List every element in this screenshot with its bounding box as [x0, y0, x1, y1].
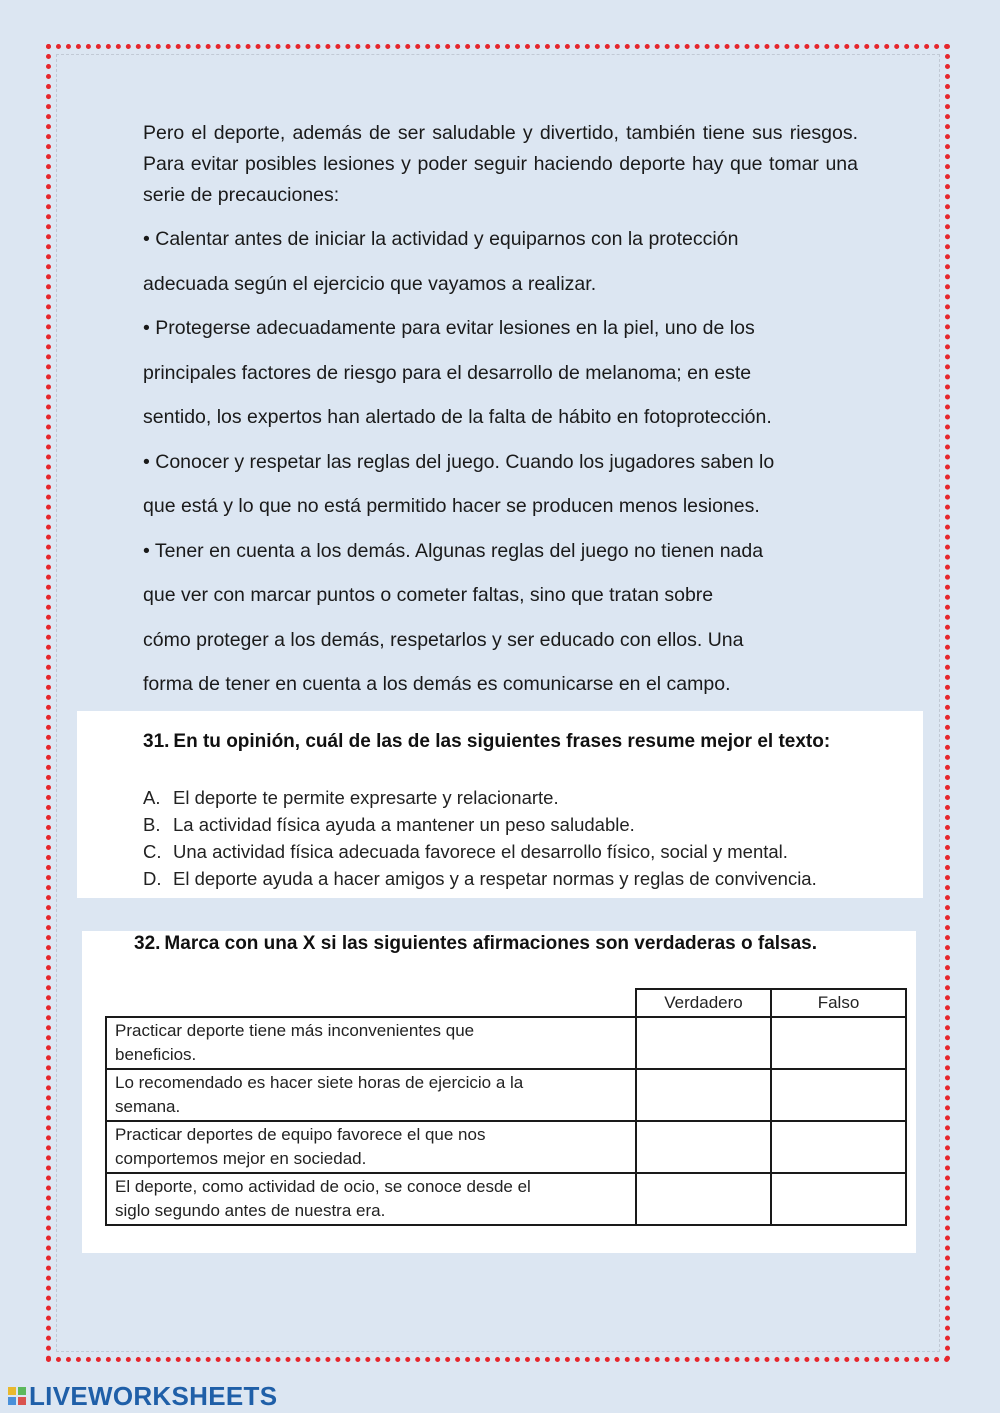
bullet-line: • Conocer y respetar las reglas del juego. Cuando los jugadores saben lo — [143, 450, 775, 473]
option-text: Una actividad física adecuada favorece el desarrollo físico, social y mental. — [173, 841, 788, 862]
header-true: Verdadero — [636, 989, 771, 1017]
question-32-panel — [82, 931, 916, 1253]
question-prompt: En tu opinión, cuál de las de las siguientes frases resume mejor el texto: — [173, 731, 831, 752]
table-row — [106, 1069, 906, 1121]
bullet-line: • Protegerse adecuadamente para evitar lesiones en la piel, uno de los — [143, 317, 755, 339]
statement-line: siglo segundo antes de nuestra era. — [115, 1201, 386, 1220]
option-d[interactable] — [143, 865, 817, 892]
answer-options — [143, 784, 817, 892]
question-prompt: Marca con una X si las siguientes afirmaciones son verdaderas o falsas. — [164, 933, 818, 954]
bullet-line: principales factores de riesgo para el desarrollo de melanoma; en este — [143, 361, 752, 384]
option-text: El deporte ayuda a hacer amigos y a respetar normas y reglas de convivencia. — [173, 868, 817, 889]
bullet-line: • Calentar antes de iniciar la actividad y equiparnos con la protección — [143, 228, 739, 250]
statement-cell — [106, 1173, 636, 1225]
bullet-line: que ver con marcar puntos o cometer faltas, sino que tratan sobre — [143, 584, 714, 606]
false-answer-box[interactable] — [771, 1121, 906, 1173]
option-c[interactable] — [143, 838, 817, 865]
option-letter: C. — [143, 841, 162, 862]
true-answer-box[interactable] — [636, 1017, 771, 1069]
table-row — [106, 1121, 906, 1173]
option-b[interactable] — [143, 811, 817, 838]
table-header-row — [106, 989, 906, 1017]
false-answer-box[interactable] — [771, 1069, 906, 1121]
header-false: Falso — [771, 989, 906, 1017]
statement-cell — [106, 1121, 636, 1173]
reading-text — [143, 118, 858, 707]
false-answer-box[interactable] — [771, 1173, 906, 1225]
logo-text: LIVEWORKSHEETS — [29, 1380, 278, 1411]
bullet-line: • Tener en cuenta a los demás. Algunas reglas del juego no tienen nada — [143, 539, 764, 562]
option-letter: D. — [143, 868, 162, 889]
logo-icon — [8, 1387, 26, 1405]
statement-line: Practicar deportes de equipo favorece el que nos — [115, 1125, 486, 1144]
bullet-skin-protection — [143, 306, 858, 440]
option-letter: B. — [143, 814, 161, 835]
question-32-title — [134, 933, 817, 955]
statement-line: comportemos mejor en sociedad. — [115, 1149, 367, 1168]
bullet-line: que está y lo que no está permitido hacer se producen menos lesiones. — [143, 495, 760, 517]
statement-line: El deporte, como actividad de ocio, se conoce desde el — [115, 1177, 531, 1196]
statement-line: Lo recomendado es hacer siete horas de ejercicio a la — [115, 1073, 524, 1092]
bullet-line: adecuada según el ejercicio que vayamos a realizar. — [143, 272, 597, 295]
bullet-line: forma de tener en cuenta a los demás es comunicarse en el campo. — [143, 673, 731, 695]
true-answer-box[interactable] — [636, 1121, 771, 1173]
question-number: 31. — [143, 731, 170, 752]
option-text: La actividad física ayuda a mantener un peso saludable. — [173, 814, 635, 835]
option-letter: A. — [143, 787, 161, 808]
true-answer-box[interactable] — [636, 1173, 771, 1225]
bullet-warm-up — [143, 217, 858, 306]
question-31-title — [143, 731, 830, 753]
statement-line: beneficios. — [115, 1045, 197, 1064]
statement-cell — [106, 1069, 636, 1121]
reading-intro: Pero el deporte, además de ser saludable y divertido, también tiene sus riesgos. Para evitar posibles lesiones y poder seguir haciendo deporte hay que tomar una serie de precauciones: — [143, 122, 858, 206]
bullet-others — [143, 529, 858, 707]
option-a[interactable] — [143, 784, 817, 811]
question-number: 32. — [134, 933, 161, 954]
question-31-panel — [77, 711, 923, 898]
bullet-line: sentido, los expertos han alertado de la falta de hábito en fotoprotección. — [143, 406, 772, 428]
statement-line: Practicar deporte tiene más inconvenientes que — [115, 1021, 475, 1040]
bullet-line: cómo proteger a los demás, respetarlos y ser educado con ellos. Una — [143, 628, 744, 651]
liveworksheets-logo[interactable] — [8, 1381, 277, 1411]
table-row — [106, 1173, 906, 1225]
statement-cell — [106, 1017, 636, 1069]
false-answer-box[interactable] — [771, 1017, 906, 1069]
bullet-rules — [143, 440, 858, 529]
table-row — [106, 1017, 906, 1069]
statement-line: semana. — [115, 1097, 181, 1116]
true-answer-box[interactable] — [636, 1069, 771, 1121]
header-blank-cell — [106, 989, 636, 1017]
option-text: El deporte te permite expresarte y relacionarte. — [173, 787, 559, 808]
true-false-table — [105, 988, 907, 1226]
